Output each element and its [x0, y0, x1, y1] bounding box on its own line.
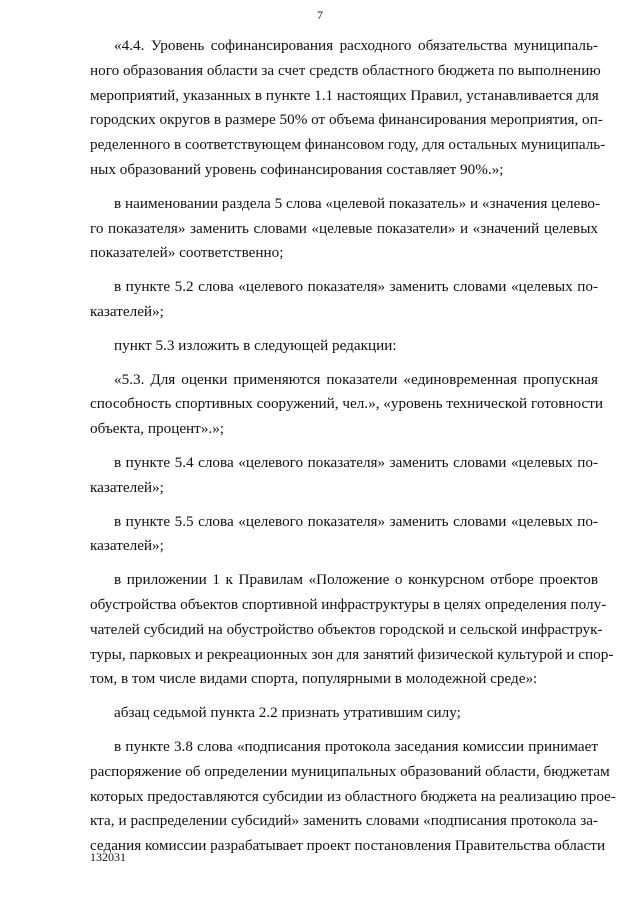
paragraph [90, 568, 614, 692]
paragraph [90, 34, 606, 183]
text-line: казателей»; [90, 537, 164, 555]
page-number: 7 [317, 8, 323, 22]
text-line: том, в том числе видами спорта, популярными в молодежной среде»: [90, 670, 538, 688]
document-body [90, 34, 616, 868]
text-line: в пункте 3.8 слова «подписания протокола заседания комиссии принимает [114, 737, 598, 755]
text-line: в пункте 5.5 слова «целевого показателя» заменить словами «целевых по- [114, 512, 598, 530]
text-line: способность спортивных сооружений, чел.», «уровень технической готовности [90, 395, 604, 413]
paragraph [90, 192, 601, 266]
text-line: пункт 5.3 изложить в следующей редакции: [114, 336, 397, 354]
document-code: 132031 [90, 850, 126, 864]
text-line: показателей» соответственно; [90, 244, 284, 262]
text-line: го показателя» заменить словами «целевые показатели» и «значений целевых [90, 219, 598, 237]
text-line: казателей»; [90, 302, 164, 320]
paragraph [90, 510, 598, 560]
text-line: городских округов в размере 50% от объема финансирования мероприятия, оп- [90, 111, 603, 129]
text-line: кта, и распределении субсидий» заменить словами «подписания протокола за- [90, 812, 598, 830]
text-line: «4.4. Уровень софинансирования расходного обязательства муниципаль- [114, 37, 598, 54]
text-line: седания комиссии разрабатывает проект постановления Правительства области [90, 837, 606, 855]
text-line: в приложении 1 к Правилам «Положение о конкурсном отборе проектов [114, 571, 598, 589]
text-line: казателей»; [90, 478, 164, 496]
paragraph [90, 451, 598, 501]
paragraph [90, 701, 598, 726]
paragraph [90, 735, 616, 859]
text-line: ного образования области за счет средств областного бюджета по выполнению [90, 61, 601, 79]
text-line: в пункте 5.2 слова «целевого показателя» заменить словами «целевых по- [114, 278, 598, 296]
paragraph [90, 334, 598, 359]
text-line: обустройства объектов спортивной инфраструктуры в целях определения полу- [90, 595, 607, 613]
text-line: объекта, процент».»; [90, 420, 225, 438]
paragraph [90, 275, 598, 325]
text-line: ных образований уровень софинансирования составляет 90%.»; [90, 160, 504, 178]
text-line: «5.3. Для оценки применяются показатели «единовременная пропускная [114, 370, 598, 388]
text-line: которых предоставляются субсидии из областного бюджета на реализацию проe- [90, 787, 616, 805]
text-line: абзац седьмой пункта 2.2 признать утратившим силу; [114, 704, 461, 722]
text-line: чателей субсидий на обустройство объектов городской и сельской инфраструк- [90, 620, 603, 638]
text-line: в наименовании раздела 5 слова «целевой показатель» и «значения целево- [114, 194, 601, 212]
text-line: ределенного в соответствующем финансовом году, для остальных муниципаль- [90, 136, 606, 154]
paragraph [90, 368, 604, 442]
text-line: распоряжение об определении муниципальных образований области, бюджетам [90, 762, 610, 780]
text-line: в пункте 5.4 слова «целевого показателя» заменить словами «целевых по- [114, 453, 598, 471]
text-line: мероприятий, указанных в пункте 1.1 настоящих Правил, устанавливается для [90, 86, 599, 104]
text-line: туры, парковых и рекреационных зон для занятий физической культурой и спор- [90, 645, 614, 663]
